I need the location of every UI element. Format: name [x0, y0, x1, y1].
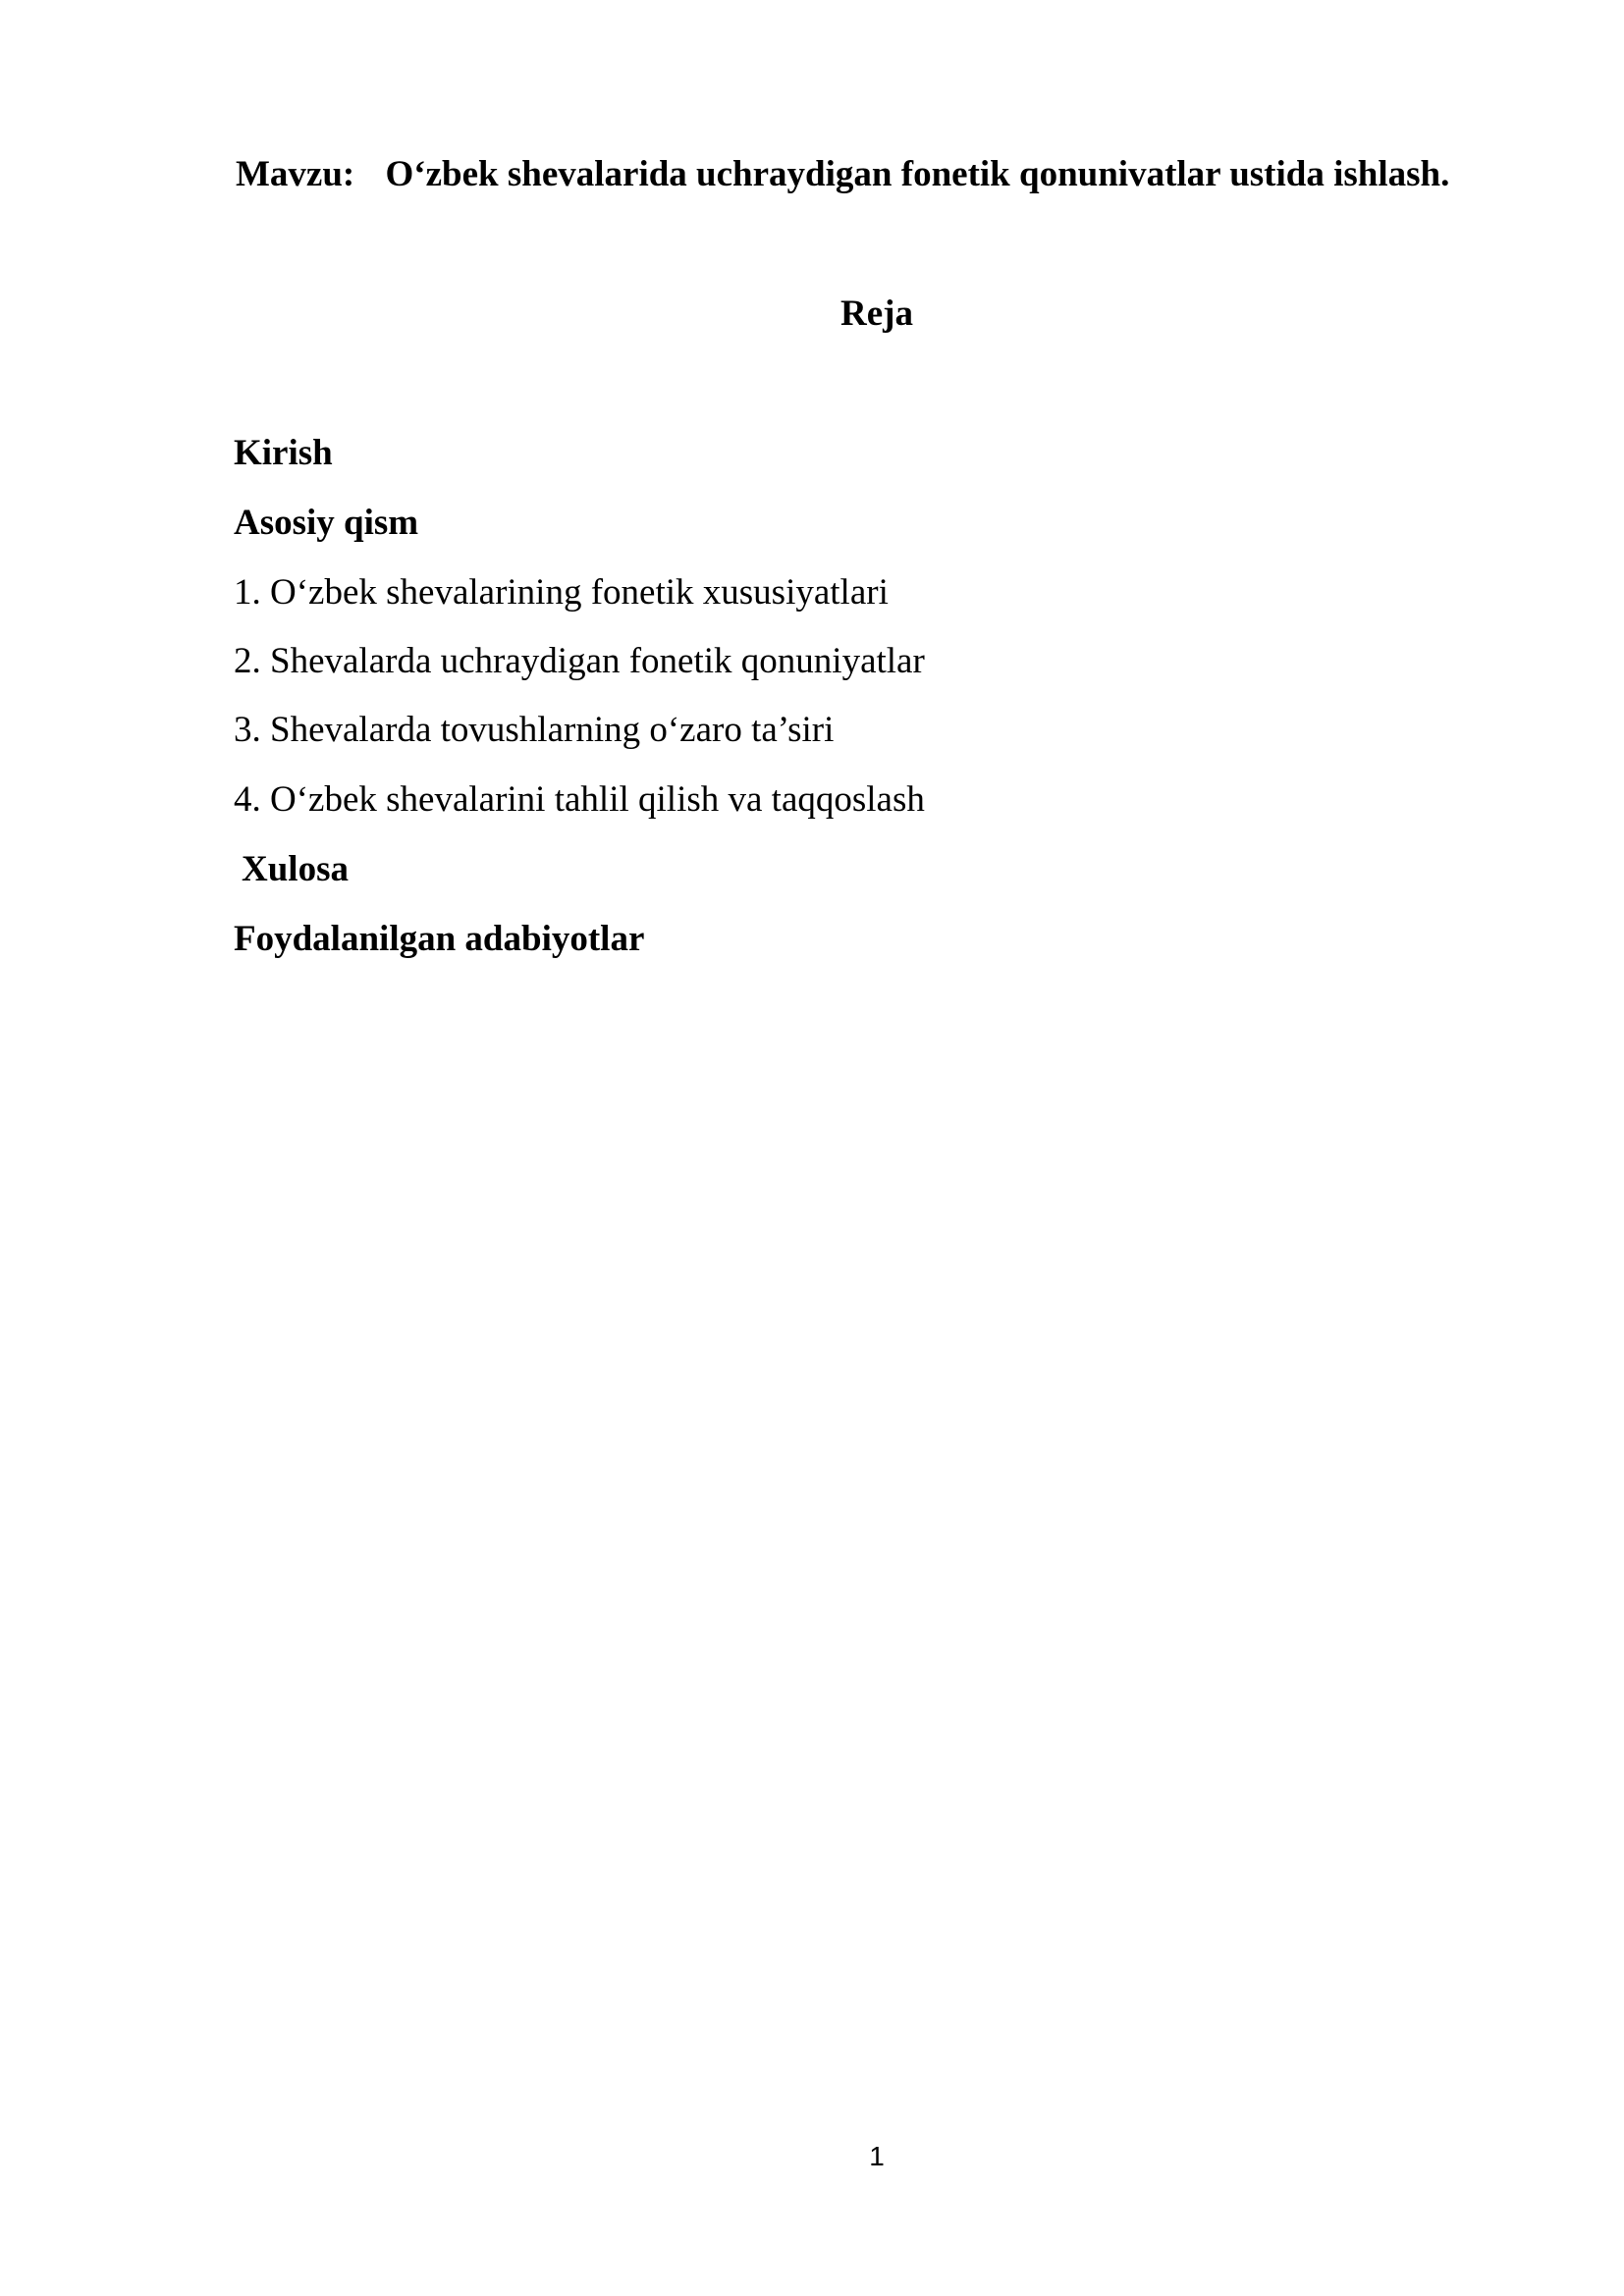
plan-heading: Reja — [840, 294, 913, 334]
plan-references: Foydalanilgan adabiyotlar — [234, 919, 645, 959]
title-text: O‘zbek shevalarida uchraydigan fonetik qonunivatlar ustida ishlash. — [385, 154, 1450, 194]
plan-main-part: Asosiy qism — [234, 503, 419, 543]
plan-item-2: 2. Shevalarda uchraydigan fonetik qonuniyatlar — [234, 641, 925, 681]
plan-item-3: 3. Shevalarda tovushlarning o‘zaro ta’siri — [234, 710, 835, 750]
plan-item-4: 4. O‘zbek shevalarini tahlil qilish va taqqoslash — [234, 779, 925, 820]
page-number: 1 — [869, 2141, 885, 2171]
title-label: Mavzu: — [236, 154, 355, 194]
plan-intro: Kirish — [234, 433, 333, 473]
document-title — [236, 153, 1449, 196]
plan-conclusion: Xulosa — [242, 849, 349, 889]
plan-item-1: 1. O‘zbek shevalarining fonetik xususiyatlari — [234, 572, 889, 613]
